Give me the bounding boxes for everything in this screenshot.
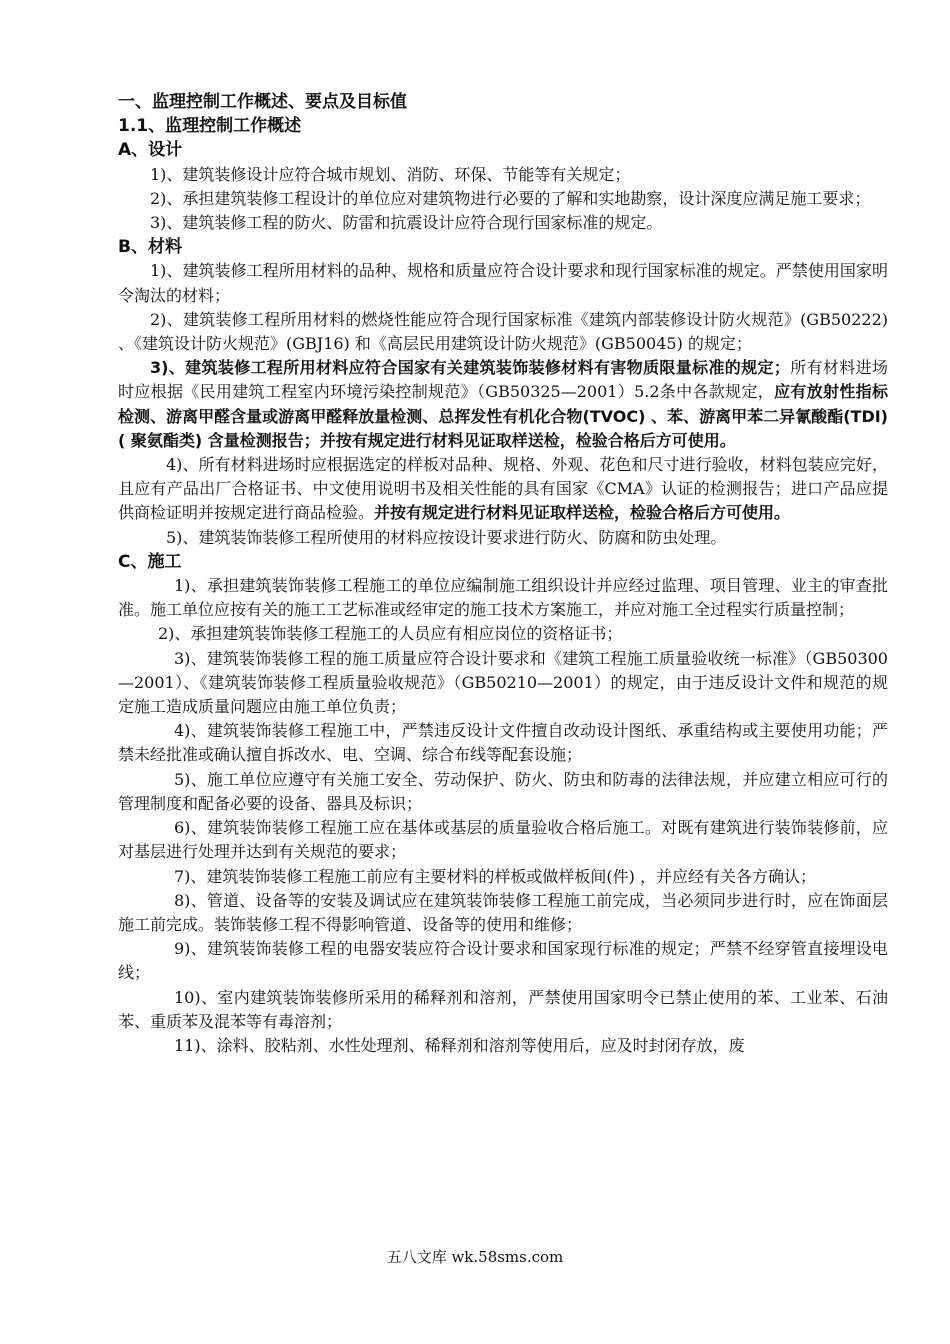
- section-c-item: 5)、施工单位应遵守有关施工安全、劳动保护、防火、防虫和防毒的法律法规，并应建立相应可行的管理制度和配备必要的设备、器具及标识；: [118, 769, 888, 813]
- section-a-title: A、设计: [118, 140, 183, 161]
- sub-heading: 1.1、监理控制工作概述: [118, 116, 302, 137]
- section-b-item-3-bold: 3)、建筑装修工程所用材料应符合国家有关建筑装饰装修材料有害物质限量标准的规定；: [150, 358, 790, 378]
- section-b-item-4-text: 4)、所有材料进场时应根据选定的样板对品种、规格、外观、花色和尺寸进行验收，材料包装应完好，且应有产品出厂合格证书、中文使用说明书及相关性能的具有国家《CMA》认证的检测报告；进口产品应提供商检证明并按规定进行商品检验。: [118, 455, 888, 523]
- section-c-item: 8)、管道、设备等的安装及调试应在建筑装饰装修工程施工前完成，当必须同步进行时，应在饰面层施工前完成。装饰装修工程不得影响管道、设备等的使用和维修；: [118, 890, 888, 934]
- section-c-item: 2)、承担建筑装饰装修工程施工的人员应有相应岗位的资格证书；: [158, 624, 623, 644]
- document-body: [118, 90, 888, 1058]
- section-a-item: 3)、建筑装修工程的防火、防雷和抗震设计应符合现行国家标准的规定。: [150, 213, 663, 233]
- section-b-item: 1)、建筑装修工程所用材料的品种、规格和质量应符合设计要求和现行国家标准的规定。严禁使用国家明令淘汰的材料；: [118, 261, 888, 305]
- section-c-item: 4)、建筑装饰装修工程施工中，严禁违反设计文件擅自改动设计图纸、承重结构或主要使用功能；严禁未经批准或确认擅自拆改水、电、空调、综合布线等配套设施；: [118, 721, 888, 765]
- section-a-item: 2)、承担建筑装修工程设计的单位应对建筑物进行必要的了解和实地勘察，设计深度应满足施工要求；: [150, 188, 871, 208]
- section-a-item: 1)、建筑装修设计应符合城市规划、消防、环保、节能等有关规定；: [150, 164, 631, 184]
- section-b-item: 2)、建筑装修工程所用材料的燃烧性能应符合现行国家标准《建筑内部装修设计防火规范》(GB50222) 、《建筑设计防火规范》(GBJ16) 和《高层民用建筑设计防火规范》(GB50045) 的规定；: [118, 309, 888, 354]
- section-c-item: 6)、建筑装饰装修工程施工应在基体或基层的质量验收合格后施工。对既有建筑进行装饰装修前，应对基层进行处理并达到有关规范的要求；: [118, 818, 888, 862]
- section-c-item: 11)、涂料、胶粘剂、水性处理剂、稀释剂和溶剂等使用后，应及时封闭存放，废: [174, 1035, 745, 1055]
- section-b-item-3: [118, 356, 888, 453]
- section-b-item-3-bold-tail: 应有放射性指标检测、游离甲醛含量或游离甲醛释放量检测、总挥发性有机化合物(TVOC) 、苯、游离甲苯二异氰酸酯(TDI)( 聚氨酯类) 含量检测报告；并按有规定进行材料见证取样送检，检验合格后方可使用。: [118, 382, 888, 450]
- section-b-title: B、材料: [118, 237, 182, 258]
- section-b-item-3-text: 所有材料进场时应根据《民用建筑工程室内环境污染控制规范》（GB50325—2001）5.2条中各款规定，: [118, 358, 888, 402]
- main-heading: 一、监理控制工作概述、要点及目标值: [118, 92, 407, 112]
- section-c-item: 10)、室内建筑装饰装修所采用的稀释剂和溶剂，严禁使用国家明令已禁止使用的苯、工业苯、石油苯、重质苯及混苯等有毒溶剂；: [118, 987, 888, 1031]
- section-c-title: C、施工: [118, 551, 182, 572]
- section-c-item: 3)、建筑装饰装修工程的施工质量应符合设计要求和《建筑工程施工质量验收统一标准》（GB50300—2001）、《建筑装饰装修工程质量验收规范》（GB50210—2001）的规定，由于违反设计文件和规范的规定施工造成质量问题应由施工单位负责；: [118, 648, 888, 717]
- section-b-item-4: [118, 453, 888, 526]
- footer-watermark: 五八文库 wk.58sms.com: [386, 1248, 564, 1266]
- section-b-item-4-bold: 并按有规定进行材料见证取样送检，检验合格后方可使用。: [374, 503, 791, 523]
- section-c-item: 9)、建筑装饰装修工程的电器安装应符合设计要求和国家现行标准的规定；严禁不经穿管直接埋设电线；: [118, 939, 888, 983]
- section-b-item: 5)、建筑装饰装修工程所使用的材料应按设计要求进行防火、防腐和防虫处理。: [166, 527, 727, 547]
- section-c-item: 1)、承担建筑装饰装修工程施工的单位应编制施工组织设计并应经过监理、项目管理、业主的审查批准。施工单位应按有关的施工工艺标准或经审定的施工技术方案施工，并应对施工全过程实行质量控制；: [118, 576, 888, 620]
- section-c-item: 7)、建筑装饰装修工程施工前应有主要材料的样板或做样板间(件) ，并应经有关各方确认；: [174, 866, 816, 886]
